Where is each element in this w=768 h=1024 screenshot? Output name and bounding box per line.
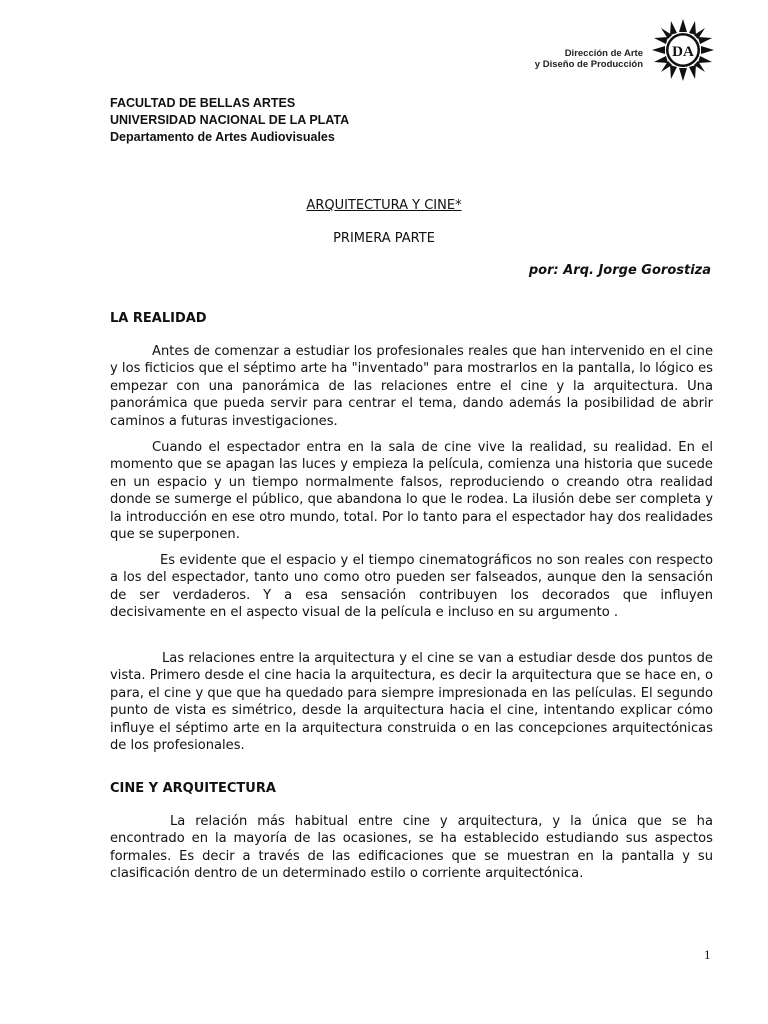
document-subtitle: PRIMERA PARTE	[333, 231, 435, 246]
paragraph-realidad-2: Cuando el espectador entra en la sala de cine vive la realidad, su realidad. En el momento que se apagan las luces y empieza la película, comienza una historia que sucede en un espacio y un tiempo normalmente falsos, reproduciendo o creando otra realidad donde se sumerge el público, que abandona lo que le rodea. La ilusión debe ser completa y la introducción en ese otro mundo, total. Por lo tanto para el espectador hay dos realidades que se superponen.	[110, 440, 713, 543]
paragraph-realidad-1: Antes de comenzar a estudiar los profesionales reales que han intervenido en el cine y los ficticios que el séptimo arte ha "inventado" para mostrarlos en la pantalla, lo lógico es empezar con una panorámica de las relaciones entre el cine y la arquitectura. Una panorámica que pueda servir para centrar el tema, dando además la posibilidad de abrir caminos a futuras investigaciones.	[110, 344, 713, 429]
department-name: Departamento de Artes Audiovisuales	[110, 130, 335, 144]
logo-line-1: Dirección de Arte	[564, 48, 643, 59]
logo-text	[535, 48, 643, 70]
author-line: por: Arq. Jorge Gorostiza	[528, 263, 711, 278]
document-title: ARQUITECTURA Y CINE*	[306, 198, 462, 213]
page-number: 1	[704, 947, 711, 962]
section-heading-realidad: LA REALIDAD	[110, 311, 207, 326]
logo-line-2: y Diseño de Producción	[534, 59, 643, 70]
faculty-name: FACULTAD DE BELLAS ARTES	[110, 96, 296, 110]
paragraph-realidad-4: Las relaciones entre la arquitectura y el cine se van a estudiar desde dos puntos de vista. Primero desde el cine hacia la arquitectura, es decir la arquitectura que se hace en, o para, el cine y que que ha quedado para siempre impresionada en las películas. El segundo punto de vista es simétrico, desde la arquitectura hacia el cine, intentando explicar cómo influye el séptimo arte en la arquitectura construida o en las concepciones arquitectónicas de los profesionales.	[110, 651, 713, 754]
paragraph-cine-1: La relación más habitual entre cine y arquitectura, y la única que se ha encontrado en la mayoría de las ocasiones, se ha establecido estudiando sus aspectos formales. Es decir a través de las edificaciones que se muestran en la pantalla y su clasificación dentro de un determinado estilo o corriente arquitectónica.	[110, 814, 713, 882]
institution-block	[110, 95, 349, 146]
section-heading-cine: CINE Y ARQUITECTURA	[110, 781, 276, 796]
university-name: UNIVERSIDAD NACIONAL DE LA PLATA	[110, 113, 350, 127]
paragraph-realidad-3: Es evidente que el espacio y el tiempo cinematográficos no son reales con respecto a los del espectador, tanto uno como otro pueden ser falseados, aunque den la sensación de ser verdaderos. Y a esa sensación contribuyen los decorados que influyen decisivamente en el aspecto visual de la película e incluso en su argumento .	[110, 553, 713, 621]
logo-mark-text: DA	[672, 44, 694, 60]
sun-burst-da-logo-icon	[651, 18, 715, 82]
